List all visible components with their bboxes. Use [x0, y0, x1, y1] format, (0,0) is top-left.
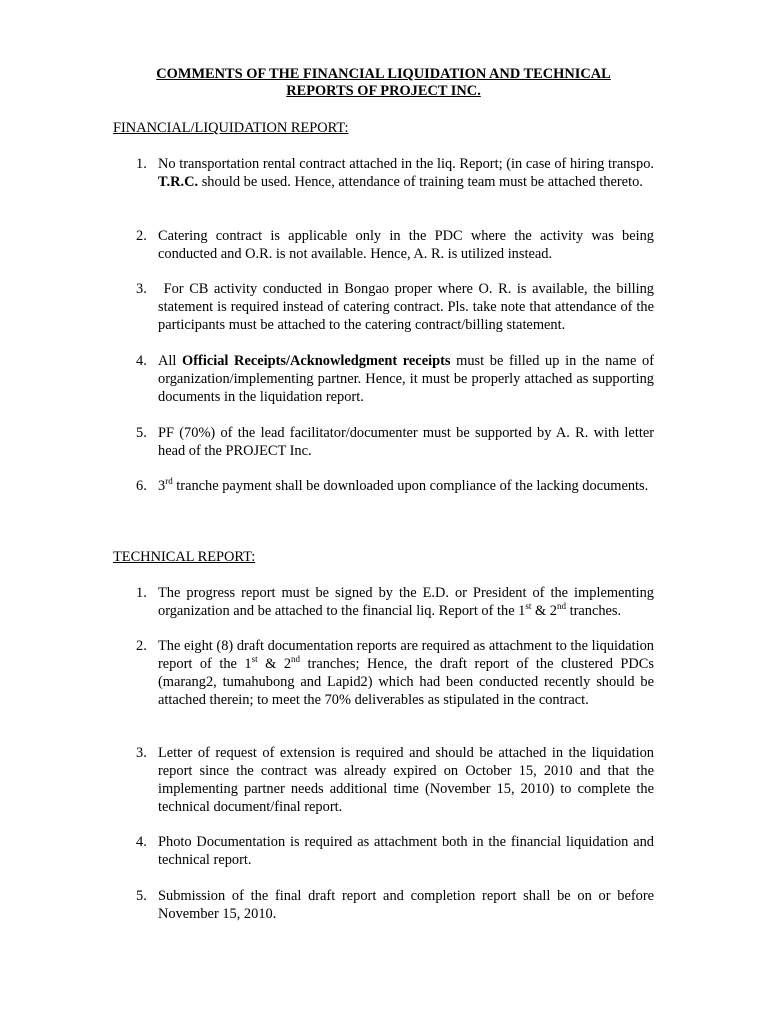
- technical-item-2: [136, 637, 654, 709]
- list-number: 6.: [136, 478, 147, 494]
- technical-item-5: [136, 887, 654, 923]
- financial-item-3: [136, 280, 658, 334]
- emphasis-text: Official Receipts/Acknowledgment receipts: [182, 353, 451, 369]
- list-text: All Official Receipts/Acknowledgment receipts must be filled up in the name of organization/implementing partner. Hence, it must be properly attached as supporting documents in the liquidation report.: [158, 353, 654, 405]
- list-text: Catering contract is applicable only in the PDC where the activity was being conducted and O.R. is not available. Hence, A. R. is utilized instead.: [158, 228, 654, 262]
- list-text: Letter of request of extension is required and should be attached in the liquidation report since the contract was already expired on October 15, 2010 and that the implementing partner needs additional time (November 15, 2010) to complete the technical document/final report.: [158, 745, 654, 815]
- financial-item-5: [136, 424, 654, 460]
- list-number: 3.: [136, 281, 147, 297]
- technical-item-1: [136, 584, 654, 620]
- list-number: 2.: [136, 638, 147, 654]
- financial-item-6: [136, 477, 654, 495]
- emphasis-text: T.R.C.: [158, 174, 199, 190]
- title-line-1: COMMENTS OF THE FINANCIAL LIQUIDATION AND TECHNICAL: [156, 66, 611, 82]
- title-line-2: REPORTS OF PROJECT INC.: [286, 83, 481, 99]
- technical-item-3: [136, 744, 654, 816]
- financial-section-heading: FINANCIAL/LIQUIDATION REPORT:: [113, 120, 349, 136]
- list-number: 4.: [136, 353, 147, 369]
- list-number: 1.: [136, 156, 147, 172]
- list-text: No transportation rental contract attached in the liq. Report; (in case of hiring transpo. T.R.C. should be used. Hence, attendance of training team must be attached thereto.: [158, 156, 654, 190]
- list-number: 2.: [136, 228, 147, 244]
- list-number: 3.: [136, 745, 147, 761]
- financial-item-1: [136, 155, 654, 191]
- list-text: Submission of the final draft report and completion report shall be on or before November 15, 2010.: [158, 888, 654, 922]
- list-text: For CB activity conducted in Bongao proper where O. R. is available, the billing statement is required instead of catering contract. Pls. take note that attendance of the participants must be attached to the catering contract/billing statement.: [158, 281, 658, 333]
- technical-item-4: [136, 833, 654, 869]
- list-text: PF (70%) of the lead facilitator/documenter must be supported by A. R. with letter head of the PROJECT Inc.: [158, 425, 654, 459]
- list-number: 5.: [136, 888, 147, 904]
- list-number: 4.: [136, 834, 147, 850]
- list-number: 1.: [136, 585, 147, 601]
- financial-item-4: [136, 352, 654, 406]
- document-title: [113, 66, 654, 100]
- financial-item-2: [136, 227, 654, 263]
- list-text: The progress report must be signed by the E.D. or President of the implementing organization and be attached to the financial liq. Report of the 1st & 2nd tranches.: [158, 585, 654, 619]
- list-text: Photo Documentation is required as attachment both in the financial liquidation and technical report.: [158, 834, 654, 868]
- technical-section-heading: TECHNICAL REPORT:: [113, 549, 256, 565]
- list-number: 5.: [136, 425, 147, 441]
- list-text: 3rd tranche payment shall be downloaded upon compliance of the lacking documents.: [158, 476, 649, 494]
- list-text: The eight (8) draft documentation reports are required as attachment to the liquidation report of the 1st & 2nd tranches; Hence, the draft report of the clustered PDCs (marang2, tumahubong and Lapid2) which had been conducted recently should be attached therein; to meet the 70% deliverables as stipulated in the contract.: [158, 638, 654, 708]
